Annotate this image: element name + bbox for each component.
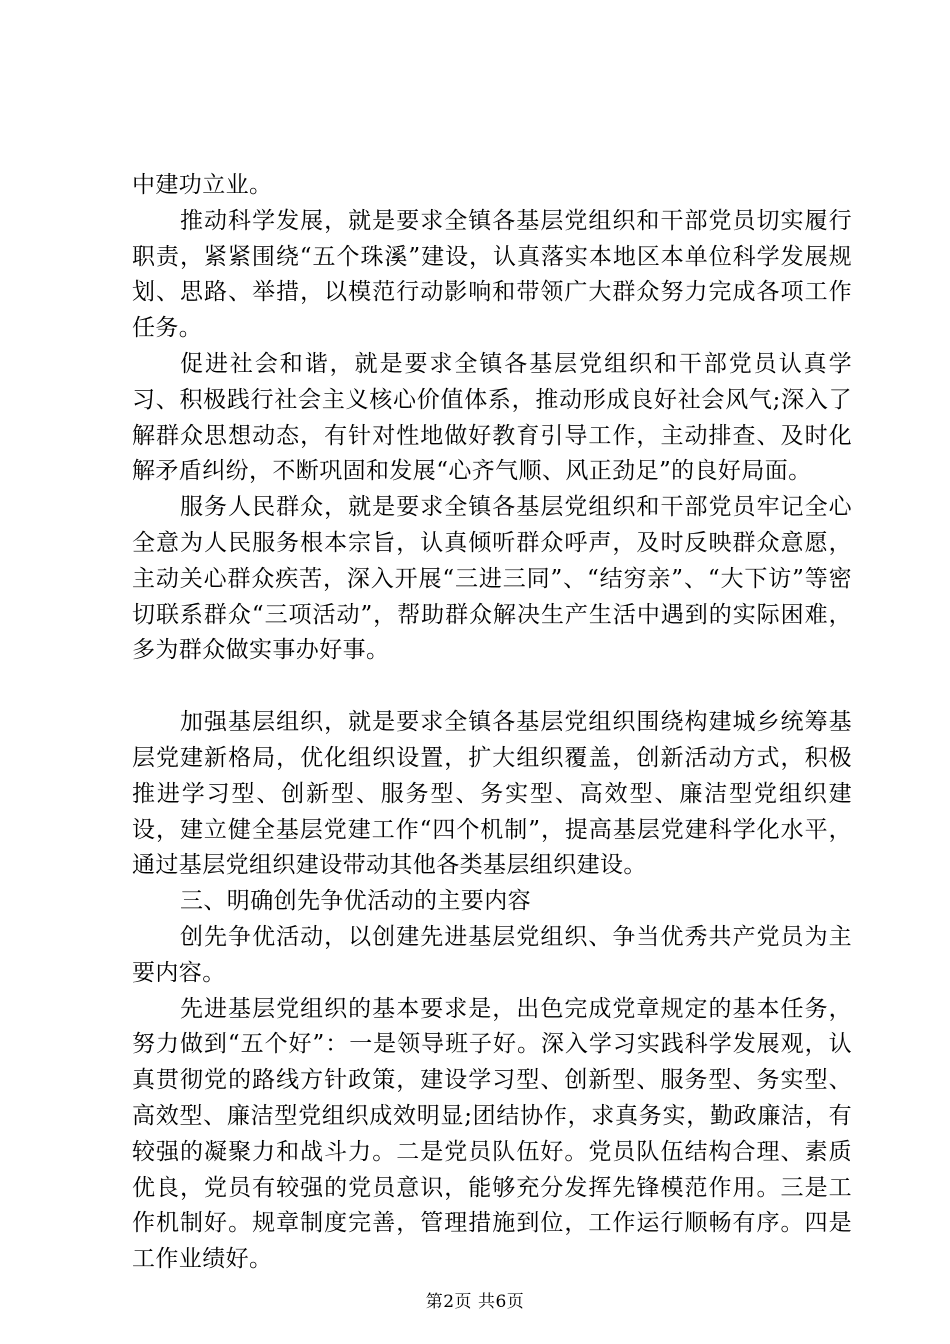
paragraph-strengthen-organization: 加强基层组织，就是要求全镇各基层党组织围绕构建城乡统筹基层党建新格局，优化组织设置，扩大组织覆盖，创新活动方式，积极推进学习型、创新型、服务型、务实型、高效型、廉洁型党组织建设，建立健全基层党建工作“四个机制”，提高基层党建科学化水平，通过基层党组织建设带动其他各类基层组织建设。: [132, 709, 852, 879]
document-body: [132, 168, 852, 1278]
paragraph-continuation: 中建功立业。: [132, 172, 273, 198]
section-heading: 三、明确创先争优活动的主要内容: [180, 888, 531, 915]
paragraph-science-development: 推动科学发展，就是要求全镇各基层党组织和干部党员切实履行职责，紧紧围绕“五个珠溪”建设，认真落实本地区本单位科学发展规划、思路、举措，以模范行动影响和带领广大群众努力完成各项工作任务。: [132, 207, 852, 342]
paragraph-basic-requirements: 先进基层党组织的基本要求是，出色完成党章规定的基本任务，努力做到“五个好”：一是领导班子好。深入学习实践科学发展观，认真贯彻党的路线方针政策，建设学习型、创新型、服务型、务实型、高效型、廉洁型党组织成效明显;团结协作，求真务实，勤政廉洁，有较强的凝聚力和战斗力。二是党员队伍好。党员队伍结构合理、素质优良，党员有较强的党员意识，能够充分发挥先锋模范作用。三是工作机制好。规章制度完善，管理措施到位，工作运行顺畅有序。四是工作业绩好。: [132, 995, 852, 1273]
paragraph-activity-content: 创先争优活动，以创建先进基层党组织、争当优秀共产党员为主要内容。: [132, 923, 852, 986]
paragraph-serve-people: 服务人民群众，就是要求全镇各基层党组织和干部党员牢记全心全意为人民服务根本宗旨，认真倾听群众呼声，及时反映群众意愿，主动关心群众疾苦，深入开展“三进三同”、“结穷亲”、“大下访”等密切联系群众“三项活动”，帮助群众解决生产生活中遇到的实际困难，多为群众做实事办好事。: [132, 494, 852, 664]
paragraph-social-harmony: 促进社会和谐，就是要求全镇各基层党组织和干部党员认真学习、积极践行社会主义核心价值体系，推动形成良好社会风气;深入了解群众思想动态，有针对性地做好教育引导工作，主动排查、及时化解矛盾纠纷，不断巩固和发展“心齐气顺、风正劲足”的良好局面。: [132, 350, 852, 485]
page-number: 第2页 共6页: [425, 1292, 525, 1312]
